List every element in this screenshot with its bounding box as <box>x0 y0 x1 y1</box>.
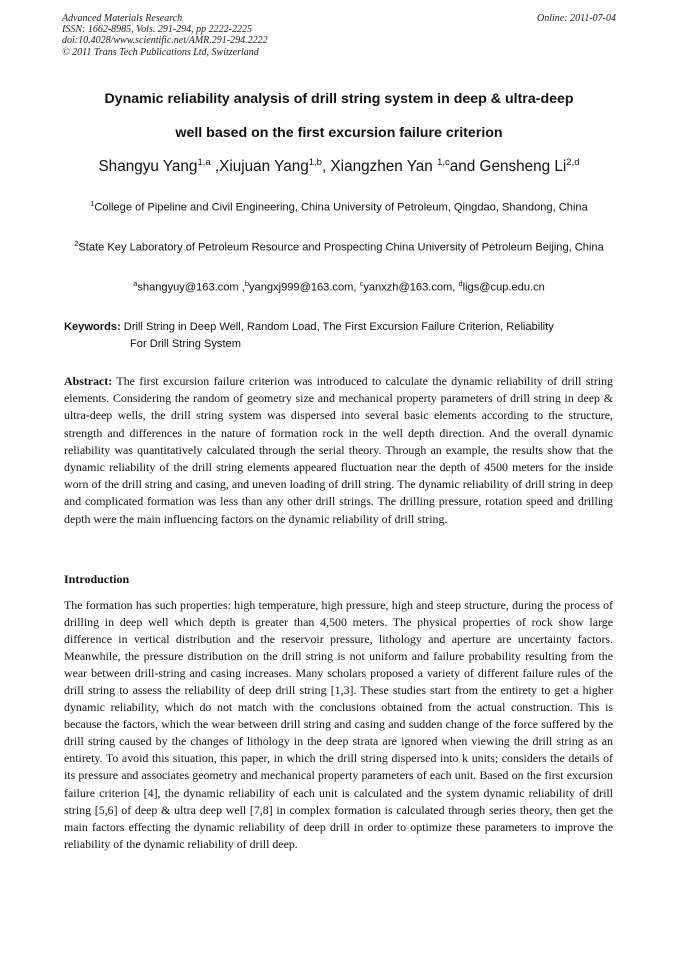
affiliation-text: College of Pipeline and Civil Engineering, China University of Petroleum, Qingdao, Shandong, China <box>94 201 588 214</box>
keywords-label: Keywords: <box>64 321 121 333</box>
abstract-text: The first excursion failure criterion was introduced to calculate the dynamic reliability of drill string elements. Considering the random of geometry size and mechanical property parameters of drill string in deep & ultra-deep wells, the drill string system was dispersed into several basic elements according to the structure, strength and differences in the nature of formation rock in the well depth direction. And the overall dynamic reliability was quantitatively calculated through the serial theory. Through an example, the results show that the dynamic reliability of the drill string elements appeared fluctuation near the depth of 4500 meters for the inside worn of the drill string and casing, and uneven loading of drill string. The dynamic reliability of drill string in deep and complicated formation was less than any other drill strings. The drilling pressure, rotation speed and drilling depth were the main influencing factors on the dynamic reliability of drill string. <box>64 374 613 526</box>
author-conjunction: and <box>449 158 480 176</box>
affiliation-text: State Key Laboratory of Petroleum Resource and Prospecting China University of Petroleum Beijing, China <box>78 241 604 254</box>
author-superscript: 1,c <box>437 157 450 168</box>
keywords-block <box>64 319 624 353</box>
issn-line: ISSN: 1662-8985, Vols. 291-294, pp 2222-2225 <box>62 24 252 36</box>
email: ligs@cup.edu.cn <box>462 281 545 294</box>
author-superscript: 1,b <box>308 157 322 168</box>
affiliation-superscript: 1 <box>90 199 95 208</box>
author-emails <box>40 279 638 294</box>
abstract-block <box>64 373 613 528</box>
affiliation-superscript: 2 <box>74 239 79 248</box>
affiliation-2 <box>72 235 606 257</box>
affiliation-1 <box>72 195 606 217</box>
online-date: Online: 2011-07-04 <box>537 13 616 24</box>
author-separator: , <box>210 158 220 176</box>
author-name: Xiujuan Yang <box>219 158 309 176</box>
paper-title-line-2: well based on the first excursion failure criterion <box>175 125 503 141</box>
email-superscript: d <box>458 279 463 288</box>
keywords-text-continued: For Drill String System <box>130 338 241 350</box>
copyright-line: © 2011 Trans Tech Publications Ltd, Switzerland <box>62 46 259 58</box>
author-superscript: 2,d <box>566 157 580 168</box>
author-list <box>30 157 648 176</box>
email: yangxj999@163.com, <box>249 281 360 294</box>
abstract-label: Abstract: <box>64 374 113 388</box>
author-name: Gensheng Li <box>479 158 567 176</box>
paper-title-line-1: Dynamic reliability analysis of drill string system in deep & ultra-deep <box>104 91 574 107</box>
email-superscript: a <box>133 279 138 288</box>
email-superscript: b <box>244 279 249 288</box>
author-superscript: 1,a <box>197 157 211 168</box>
doi-line: doi:10.4028/www.scientific.net/AMR.291-294.2222 <box>62 35 268 47</box>
journal-name: Advanced Materials Research <box>62 13 183 24</box>
email: shangyuy@163.com , <box>137 281 245 294</box>
email-superscript: c <box>359 279 364 288</box>
author-separator: , <box>321 158 331 176</box>
author-name: Shangyu Yang <box>98 158 198 176</box>
introduction-heading: Introduction <box>64 572 130 586</box>
journal-header <box>62 13 268 58</box>
email: yanxzh@163.com, <box>363 281 459 294</box>
introduction-paragraph: The formation has such properties: high temperature, high pressure, high and steep structure, during the process of drilling in deep well which depth is greater than 4,500 meters. The physical properties of rock show large difference in vertical distribution and the reservoir pressure, lithology and aperture are uncertainty factors. Meanwhile, the pressure distribution on the drill string is not uniform and failure probability resulting from the wear between drill-string and casing increases. Many scholars proposed a variety of different failure rules of the drill string to assess the reliability of deep drill string [1,3]. These studies start from the entirety to get a higher dynamic reliability, which do not match with the conclusions obtained from the actual construction. This is because the factors, which the wear between drill string and casing and sudden change of the force suffered by the drill string caused by the changes of lithology in the deep strata are ignored when viewing the drill string as an entirety. To avoid this situation, this paper, in which the drill string dispersed into k units; considers the details of its pressure and associates geometry and mechanical property parameters of each unit. Based on the first excursion failure criterion [4], the dynamic reliability of each unit is calculated and the system dynamic reliability of drill string [5,6] of deep & ultra deep well [7,8] in complex formation is calculated through series theory, then get the main factors effecting the dynamic reliability of deep drill in order to optimize these parameters to improve the reliability of the dynamic reliability of drill deep. <box>64 598 613 851</box>
keywords-text: Drill String in Deep Well, Random Load, The First Excursion Failure Criterion, Reliability <box>120 321 554 333</box>
author-name: Xiangzhen Yan <box>330 158 438 176</box>
